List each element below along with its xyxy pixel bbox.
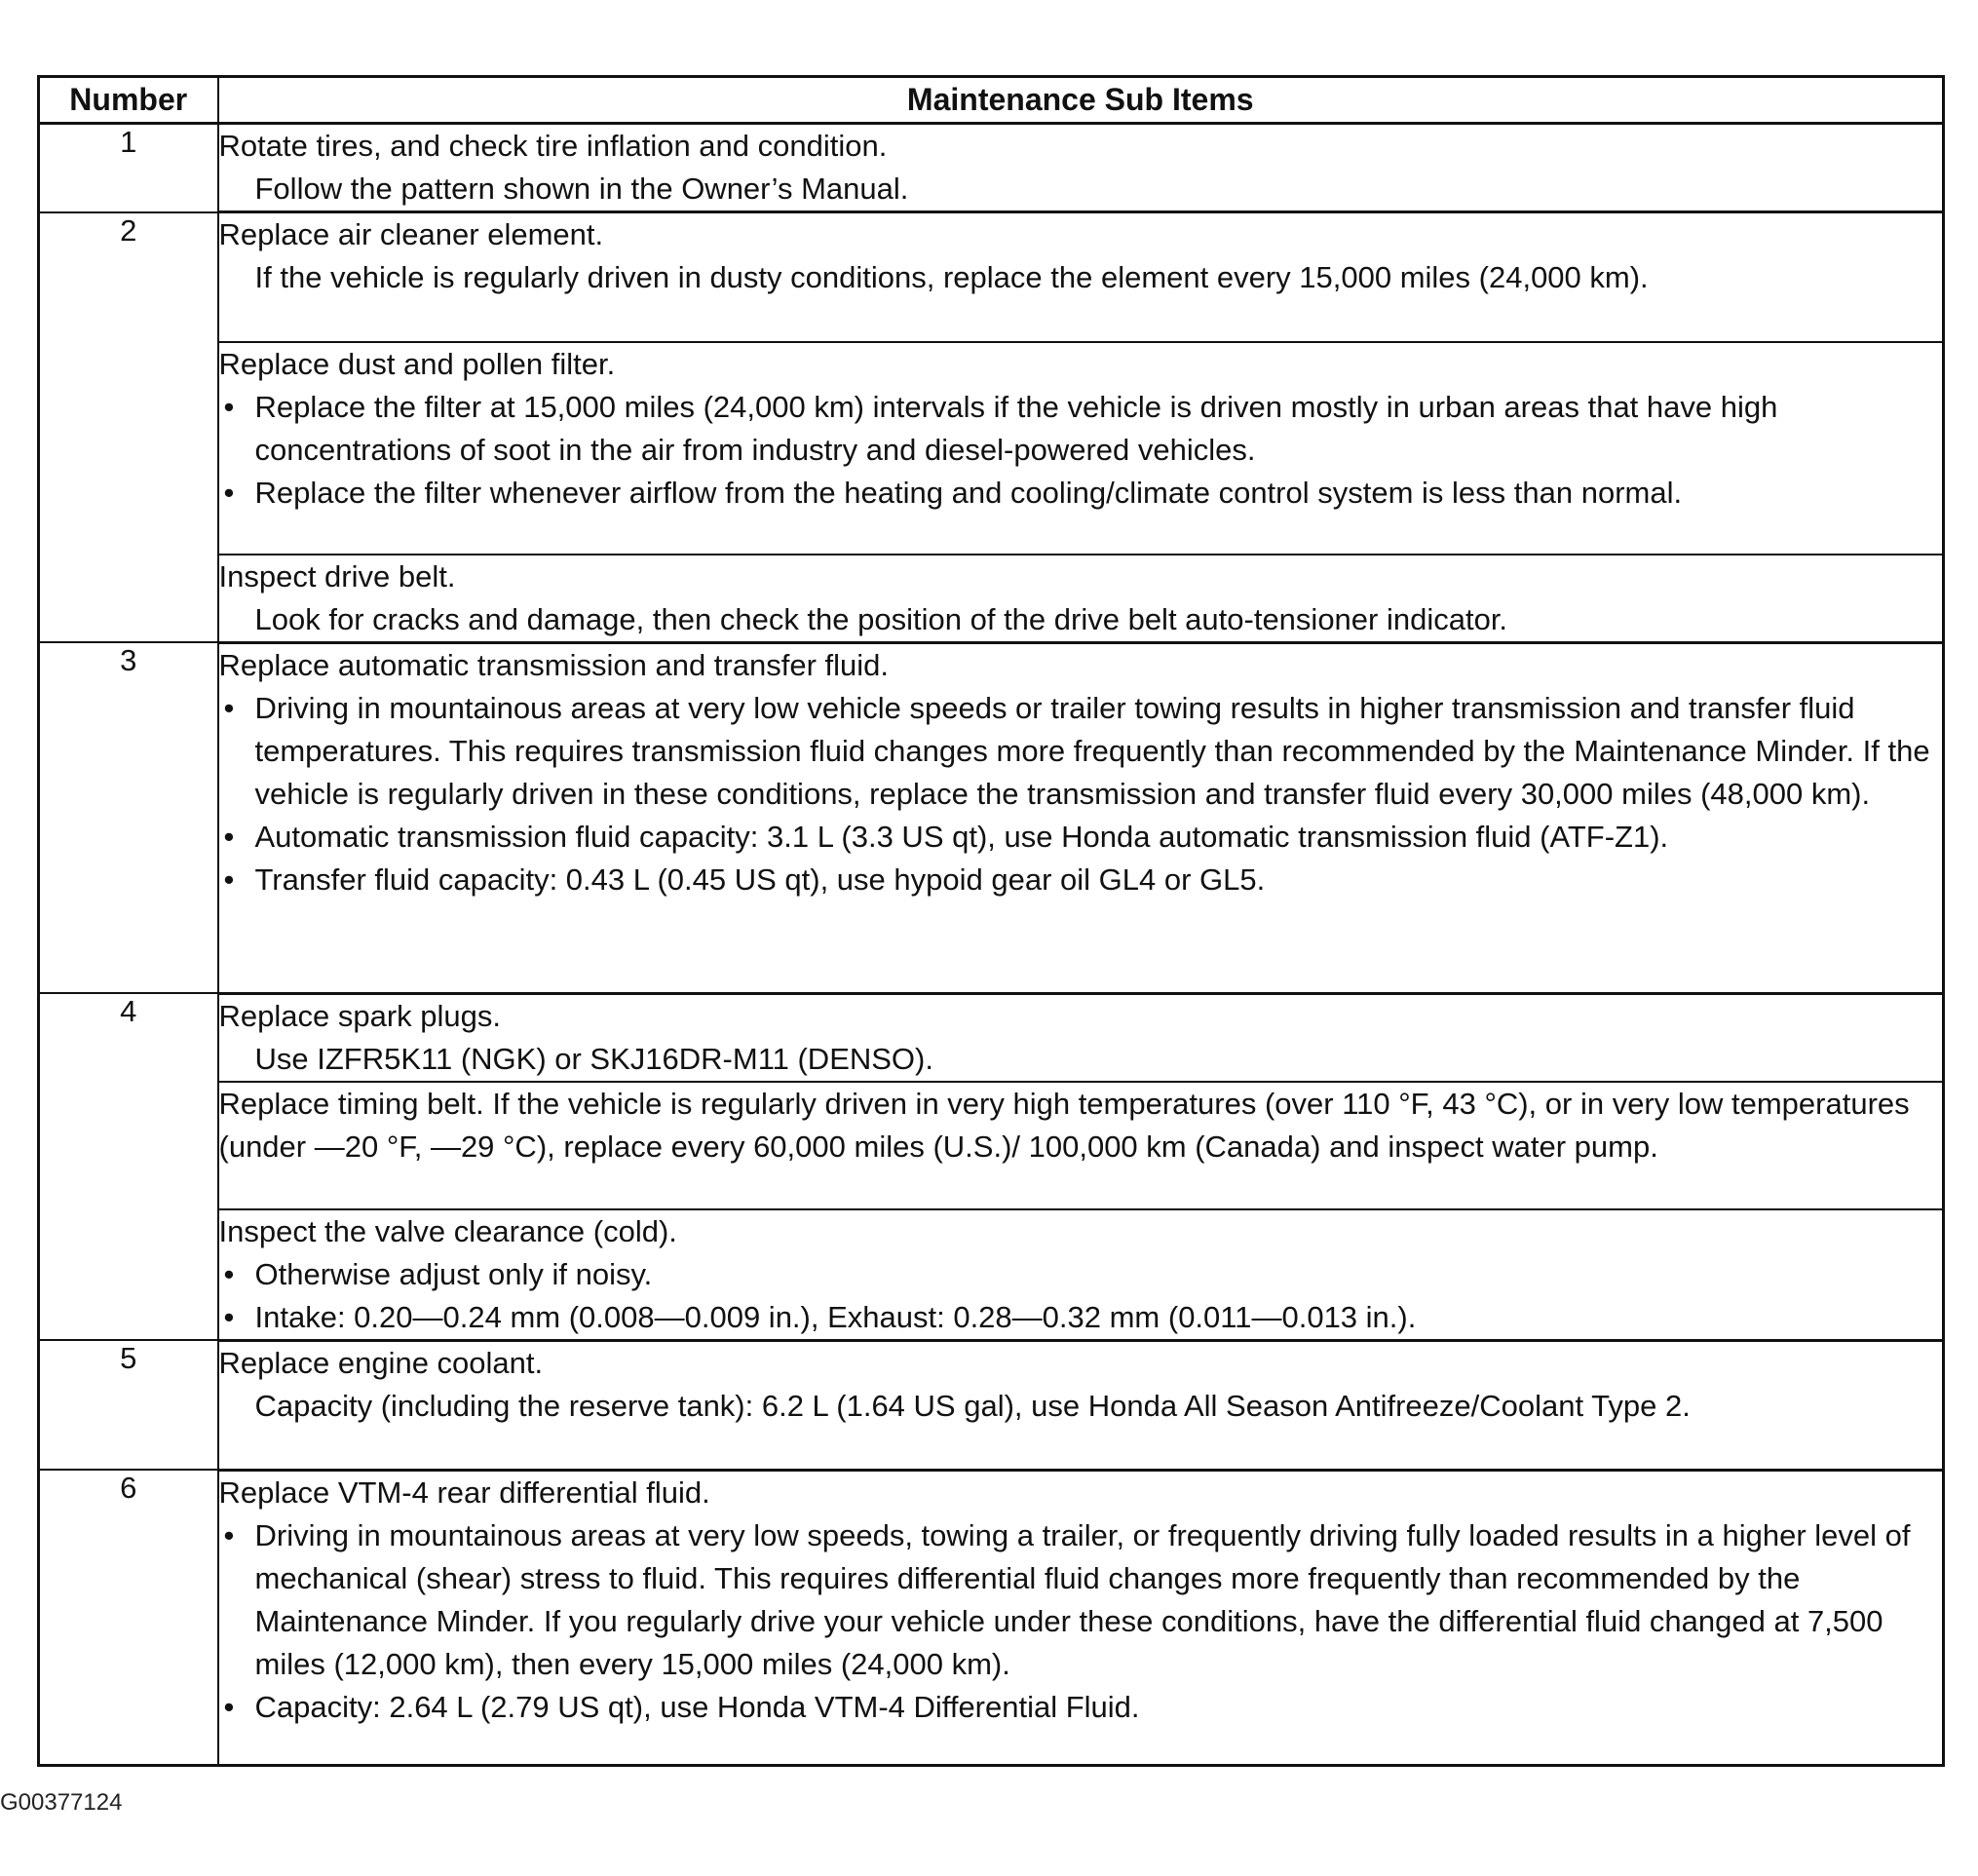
table-body (39, 124, 1944, 1766)
table-row (39, 642, 1944, 993)
sub-item-title: Inspect the valve clearance (cold). (218, 1213, 677, 1248)
row-number: 1 (39, 124, 218, 212)
sub-item-title: Replace timing belt. If the vehicle is regularly driven in very high temperatures (over 110 °F, 43 °C), or in very low temperatures (under —20 °F, —29 °C), replace every 60,000 miles (U.S.)/ 100,000 km (Canada) and inspect water pump. (218, 1086, 1910, 1164)
maintenance-sub-item (218, 212, 1944, 342)
table-row (39, 342, 1944, 555)
header-maintenance-sub-items: Maintenance Sub Items (218, 77, 1944, 124)
table-row (39, 1340, 1944, 1470)
sub-item-note: Capacity (including the reserve tank): 6.2 L (1.64 US gal), use Honda All Season Antifreeze/Coolant Type 2. (254, 1388, 1691, 1423)
bullet-item (219, 1296, 1943, 1339)
bullet-item (219, 687, 1943, 816)
bullet-item (219, 1514, 1943, 1686)
table-row (39, 212, 1944, 342)
table-row (39, 1470, 1944, 1765)
sub-item-title: Replace spark plugs. (218, 998, 501, 1033)
sub-item-note: Use IZFR5K11 (NGK) or SKJ16DR-M11 (DENSO). (254, 1041, 933, 1076)
row-number: 6 (39, 1470, 218, 1765)
bullet-text: Capacity: 2.64 L (2.79 US qt), use Honda VTM-4 Differential Fluid. (254, 1689, 1140, 1724)
bullet-text: Replace the filter whenever airflow from the heating and cooling/climate control system is less than normal. (254, 475, 1683, 510)
table-row (39, 1082, 1944, 1209)
bullet-text: Transfer fluid capacity: 0.43 L (0.45 US qt), use hypoid gear oil GL4 or GL5. (254, 861, 1266, 897)
table-row (39, 993, 1944, 1082)
bullet-icon: • (223, 1689, 235, 1724)
table-header (39, 77, 1944, 124)
header-row (39, 77, 1944, 124)
sub-item-note: If the vehicle is regularly driven in dusty conditions, replace the element every 15,000 miles (24,000 km). (254, 260, 1649, 294)
row-number: 5 (39, 1340, 218, 1470)
table-row (39, 1209, 1944, 1341)
maintenance-sub-item (218, 1470, 1944, 1765)
maintenance-sub-item (218, 993, 1944, 1082)
bullet-icon: • (223, 690, 235, 725)
bullet-list (219, 687, 1943, 901)
bullet-list (219, 386, 1943, 515)
bullet-item (219, 859, 1943, 901)
maintenance-table (37, 75, 1945, 1767)
bullet-text: Intake: 0.20—0.24 mm (0.008—0.009 in.), Exhaust: 0.28—0.32 mm (0.011—0.013 in.). (254, 1299, 1417, 1334)
sub-item-title: Replace dust and pollen filter. (218, 346, 616, 381)
bullet-icon: • (223, 819, 235, 854)
bullet-icon: • (223, 389, 235, 424)
maintenance-sub-item (218, 555, 1944, 643)
bullet-icon: • (223, 475, 235, 510)
sub-item-note: Look for cracks and damage, then check the position of the drive belt auto-tensioner indicator. (254, 601, 1508, 636)
bullet-item (219, 1253, 1943, 1296)
bullet-item (219, 472, 1943, 515)
maintenance-sub-item (218, 1082, 1944, 1209)
sub-item-title: Replace automatic transmission and transfer fluid. (218, 647, 889, 682)
sub-item-title: Replace air cleaner element. (218, 217, 604, 251)
bullet-icon: • (223, 1517, 235, 1552)
bullet-item (219, 1686, 1943, 1729)
row-number: 3 (39, 642, 218, 993)
maintenance-sub-item (218, 642, 1944, 993)
maintenance-sub-item (218, 1340, 1944, 1470)
bullet-icon: • (223, 1256, 235, 1291)
sub-item-title: Replace VTM-4 rear differential fluid. (218, 1474, 710, 1510)
bullet-item (219, 816, 1943, 859)
maintenance-sub-item (218, 342, 1944, 555)
table-row (39, 555, 1944, 643)
figure-id: G00377124 (0, 1789, 123, 1816)
bullet-icon: • (223, 1299, 235, 1334)
maintenance-sub-item (218, 1209, 1944, 1341)
bullet-text: Otherwise adjust only if noisy. (254, 1256, 653, 1291)
bullet-text: Automatic transmission fluid capacity: 3.1 L (3.3 US qt), use Honda automatic transmission fluid (ATF-Z1). (254, 819, 1669, 854)
bullet-text: Driving in mountainous areas at very low vehicle speeds or trailer towing results in higher transmission and transfer fluid temperatures. This requires transmission fluid changes more frequently than recommended by the Maintenance Minder. If the vehicle is regularly driven in these conditions, replace the transmission and transfer fluid every 30,000 miles (48,000 km). (254, 690, 1930, 811)
bullet-text: Replace the filter at 15,000 miles (24,000 km) intervals if the vehicle is driven mostly in urban areas that have high concentrations of soot in the air from industry and diesel-powered vehicles. (254, 389, 1778, 467)
row-number: 2 (39, 212, 218, 643)
row-number: 4 (39, 993, 218, 1340)
sub-item-title: Replace engine coolant. (218, 1345, 544, 1380)
bullet-text: Driving in mountainous areas at very low speeds, towing a trailer, or frequently driving fully loaded results in a higher level of mechanical (shear) stress to fluid. This requires differential fluid changes more frequently than recommended by the Maintenance Minder. If you regularly drive your vehicle under these conditions, have the differential fluid changed at 7,500 miles (12,000 km), then every 15,000 miles (24,000 km). (254, 1517, 1911, 1681)
header-number: Number (39, 77, 218, 124)
bullet-list (219, 1514, 1943, 1729)
sub-item-title: Rotate tires, and check tire inflation and condition. (218, 129, 888, 163)
bullet-list (219, 1253, 1943, 1339)
sub-item-note: Follow the pattern shown in the Owner’s Manual. (254, 172, 909, 206)
sub-item-title: Inspect drive belt. (218, 558, 456, 593)
maintenance-sub-item (218, 124, 1944, 212)
bullet-item (219, 386, 1943, 472)
bullet-icon: • (223, 861, 235, 897)
table-row (39, 124, 1944, 212)
